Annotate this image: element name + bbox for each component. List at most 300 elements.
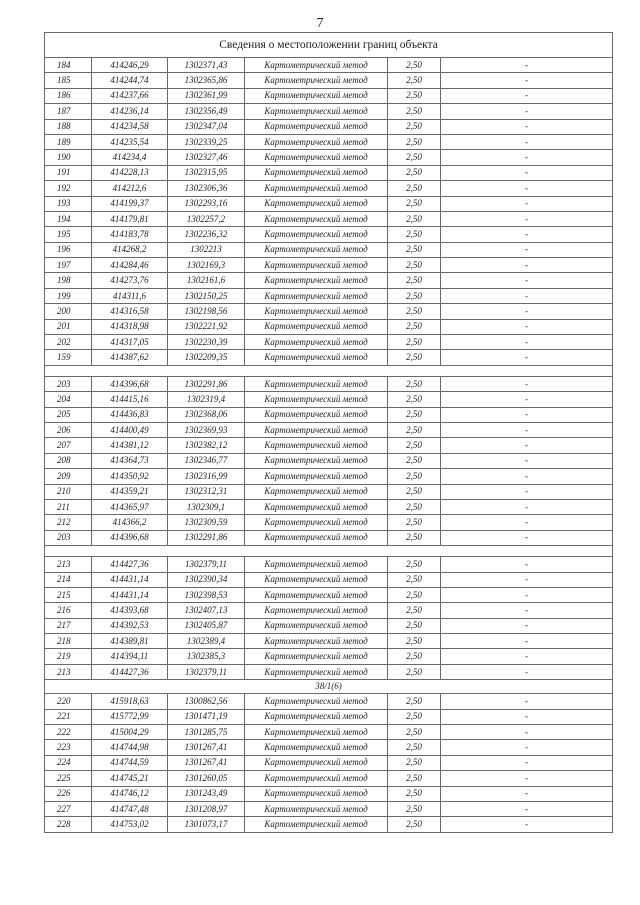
table-row <box>45 530 613 545</box>
accuracy-cell: 2,50 <box>388 304 441 319</box>
accuracy-cell: 2,50 <box>388 376 441 391</box>
note-cell: - <box>441 557 613 572</box>
accuracy-cell: 2,50 <box>388 134 441 149</box>
point-number: 199 <box>45 288 92 303</box>
point-number: 215 <box>45 587 92 602</box>
coord-x: 414246,29 <box>92 58 168 73</box>
table-row <box>45 694 613 709</box>
table-row <box>45 422 613 437</box>
coord-y: 1302407,13 <box>168 603 245 618</box>
coord-y: 1302293,16 <box>168 196 245 211</box>
accuracy-cell: 2,50 <box>388 557 441 572</box>
coord-x: 414235,54 <box>92 134 168 149</box>
coord-x: 415772,99 <box>92 709 168 724</box>
point-number: 209 <box>45 469 92 484</box>
coord-y: 1302315,95 <box>168 165 245 180</box>
method-cell: Картометрический метод <box>245 771 388 786</box>
method-cell: Картометрический метод <box>245 725 388 740</box>
point-number: 220 <box>45 694 92 709</box>
accuracy-cell: 2,50 <box>388 288 441 303</box>
accuracy-cell: 2,50 <box>388 258 441 273</box>
coord-x: 414268,2 <box>92 242 168 257</box>
coord-x: 414431,14 <box>92 587 168 602</box>
note-cell: - <box>441 407 613 422</box>
table-row <box>45 288 613 303</box>
separator-cell <box>45 546 613 557</box>
accuracy-cell: 2,50 <box>388 273 441 288</box>
coord-x: 414744,98 <box>92 740 168 755</box>
point-number: 203 <box>45 530 92 545</box>
section-label: 38/1(6) <box>45 680 613 694</box>
accuracy-cell: 2,50 <box>388 350 441 365</box>
coord-x: 415918,63 <box>92 694 168 709</box>
coord-y: 1302379,11 <box>168 664 245 679</box>
coord-x: 414427,36 <box>92 664 168 679</box>
method-cell: Картометрический метод <box>245 304 388 319</box>
method-cell: Картометрический метод <box>245 288 388 303</box>
coord-y: 1302257,2 <box>168 211 245 226</box>
note-cell: - <box>441 304 613 319</box>
method-cell: Картометрический метод <box>245 587 388 602</box>
note-cell: - <box>441 104 613 119</box>
note-cell: - <box>441 499 613 514</box>
accuracy-cell: 2,50 <box>388 786 441 801</box>
method-cell: Картометрический метод <box>245 376 388 391</box>
accuracy-cell: 2,50 <box>388 392 441 407</box>
accuracy-cell: 2,50 <box>388 227 441 242</box>
note-cell: - <box>441 211 613 226</box>
note-cell: - <box>441 196 613 211</box>
method-cell: Картометрический метод <box>245 196 388 211</box>
accuracy-cell: 2,50 <box>388 438 441 453</box>
coord-y: 1302312,31 <box>168 484 245 499</box>
table-row <box>45 664 613 679</box>
coord-x: 414359,21 <box>92 484 168 499</box>
method-cell: Картометрический метод <box>245 664 388 679</box>
coord-y: 1302230,39 <box>168 335 245 350</box>
coord-y: 1302291,86 <box>168 530 245 545</box>
table-row <box>45 211 613 226</box>
coord-x: 414234,58 <box>92 119 168 134</box>
note-cell: - <box>441 422 613 437</box>
coord-y: 1302161,6 <box>168 273 245 288</box>
table-row <box>45 319 613 334</box>
coord-y: 1302327,46 <box>168 150 245 165</box>
point-number: 203 <box>45 376 92 391</box>
method-cell: Картометрический метод <box>245 392 388 407</box>
note-cell: - <box>441 664 613 679</box>
coord-y: 1302390,34 <box>168 572 245 587</box>
table-row <box>45 196 613 211</box>
note-cell: - <box>441 817 613 832</box>
accuracy-cell: 2,50 <box>388 817 441 832</box>
method-cell: Картометрический метод <box>245 181 388 196</box>
method-cell: Картометрический метод <box>245 453 388 468</box>
point-number: 189 <box>45 134 92 149</box>
method-cell: Картометрический метод <box>245 557 388 572</box>
method-cell: Картометрический метод <box>245 618 388 633</box>
point-number: 223 <box>45 740 92 755</box>
coord-x: 414183,78 <box>92 227 168 242</box>
coord-y: 1301267,41 <box>168 740 245 755</box>
method-cell: Картометрический метод <box>245 709 388 724</box>
table-row <box>45 740 613 755</box>
point-number: 211 <box>45 499 92 514</box>
coord-x: 414244,74 <box>92 73 168 88</box>
point-number: 226 <box>45 786 92 801</box>
method-cell: Картометрический метод <box>245 499 388 514</box>
method-cell: Картометрический метод <box>245 88 388 103</box>
point-number: 213 <box>45 664 92 679</box>
coord-y: 1302365,86 <box>168 73 245 88</box>
coord-y: 1302398,53 <box>168 587 245 602</box>
table-row <box>45 150 613 165</box>
coord-y: 1302379,11 <box>168 557 245 572</box>
table-row <box>45 273 613 288</box>
coord-x: 415004,29 <box>92 725 168 740</box>
note-cell: - <box>441 350 613 365</box>
note-cell: - <box>441 134 613 149</box>
coord-y: 1302150,25 <box>168 288 245 303</box>
table-row <box>45 572 613 587</box>
table-row <box>45 755 613 770</box>
coord-x: 414234,4 <box>92 150 168 165</box>
point-number: 205 <box>45 407 92 422</box>
point-number: 201 <box>45 319 92 334</box>
coord-x: 414179,81 <box>92 211 168 226</box>
accuracy-cell: 2,50 <box>388 530 441 545</box>
point-number: 213 <box>45 557 92 572</box>
method-cell: Картометрический метод <box>245 817 388 832</box>
coord-y: 1302356,49 <box>168 104 245 119</box>
coord-x: 414745,21 <box>92 771 168 786</box>
method-cell: Картометрический метод <box>245 572 388 587</box>
coord-x: 414400,49 <box>92 422 168 437</box>
point-number: 207 <box>45 438 92 453</box>
coord-y: 1302346,77 <box>168 453 245 468</box>
point-number: 200 <box>45 304 92 319</box>
accuracy-cell: 2,50 <box>388 694 441 709</box>
note-cell: - <box>441 740 613 755</box>
point-number: 212 <box>45 515 92 530</box>
accuracy-cell: 2,50 <box>388 319 441 334</box>
table-row <box>45 725 613 740</box>
point-number: 216 <box>45 603 92 618</box>
coord-x: 414396,68 <box>92 376 168 391</box>
coord-x: 414199,37 <box>92 196 168 211</box>
table-row <box>45 438 613 453</box>
coord-x: 414365,97 <box>92 499 168 514</box>
coord-x: 414311,6 <box>92 288 168 303</box>
table-row <box>45 634 613 649</box>
coord-y: 1301471,19 <box>168 709 245 724</box>
point-number: 224 <box>45 755 92 770</box>
point-number: 219 <box>45 649 92 664</box>
section-label-row <box>45 680 613 694</box>
note-cell: - <box>441 484 613 499</box>
coord-x: 414427,36 <box>92 557 168 572</box>
method-cell: Картометрический метод <box>245 104 388 119</box>
note-cell: - <box>441 603 613 618</box>
note-cell: - <box>441 634 613 649</box>
point-number: 217 <box>45 618 92 633</box>
note-cell: - <box>441 181 613 196</box>
table-row <box>45 58 613 73</box>
coord-x: 414431,14 <box>92 572 168 587</box>
point-number: 208 <box>45 453 92 468</box>
method-cell: Картометрический метод <box>245 319 388 334</box>
table-row <box>45 335 613 350</box>
coord-y: 1302306,36 <box>168 181 245 196</box>
point-number: 188 <box>45 119 92 134</box>
note-cell: - <box>441 694 613 709</box>
table-row <box>45 134 613 149</box>
method-cell: Картометрический метод <box>245 227 388 242</box>
note-cell: - <box>441 58 613 73</box>
coord-x: 414350,92 <box>92 469 168 484</box>
coord-y: 1302209,35 <box>168 350 245 365</box>
coord-y: 1300862,56 <box>168 694 245 709</box>
note-cell: - <box>441 530 613 545</box>
note-cell: - <box>441 119 613 134</box>
table-row <box>45 392 613 407</box>
point-number: 210 <box>45 484 92 499</box>
coord-y: 1302405,87 <box>168 618 245 633</box>
table-row <box>45 227 613 242</box>
separator-row <box>45 546 613 557</box>
coord-y: 1302319,4 <box>168 392 245 407</box>
separator-row <box>45 365 613 376</box>
accuracy-cell: 2,50 <box>388 649 441 664</box>
method-cell: Картометрический метод <box>245 469 388 484</box>
note-cell: - <box>441 319 613 334</box>
coord-y: 1302309,59 <box>168 515 245 530</box>
note-cell: - <box>441 649 613 664</box>
note-cell: - <box>441 438 613 453</box>
point-number: 159 <box>45 350 92 365</box>
table-row <box>45 181 613 196</box>
coord-x: 414273,76 <box>92 273 168 288</box>
coord-y: 1302382,12 <box>168 438 245 453</box>
coord-x: 414415,16 <box>92 392 168 407</box>
note-cell: - <box>441 572 613 587</box>
method-cell: Картометрический метод <box>245 801 388 816</box>
table-row <box>45 709 613 724</box>
table-row <box>45 618 613 633</box>
coord-x: 414366,2 <box>92 515 168 530</box>
accuracy-cell: 2,50 <box>388 150 441 165</box>
coord-x: 414392,53 <box>92 618 168 633</box>
coord-x: 414237,66 <box>92 88 168 103</box>
accuracy-cell: 2,50 <box>388 603 441 618</box>
method-cell: Картометрический метод <box>245 273 388 288</box>
method-cell: Картометрический метод <box>245 515 388 530</box>
accuracy-cell: 2,50 <box>388 587 441 602</box>
accuracy-cell: 2,50 <box>388 242 441 257</box>
method-cell: Картометрический метод <box>245 740 388 755</box>
note-cell: - <box>441 515 613 530</box>
note-cell: - <box>441 227 613 242</box>
accuracy-cell: 2,50 <box>388 165 441 180</box>
coord-y: 1302347,04 <box>168 119 245 134</box>
table-row <box>45 587 613 602</box>
coord-x: 414236,14 <box>92 104 168 119</box>
point-number: 197 <box>45 258 92 273</box>
point-number: 198 <box>45 273 92 288</box>
accuracy-cell: 2,50 <box>388 73 441 88</box>
accuracy-cell: 2,50 <box>388 618 441 633</box>
note-cell: - <box>441 150 613 165</box>
accuracy-cell: 2,50 <box>388 211 441 226</box>
method-cell: Картометрический метод <box>245 438 388 453</box>
coord-x: 414228,13 <box>92 165 168 180</box>
method-cell: Картометрический метод <box>245 786 388 801</box>
coord-x: 414318,98 <box>92 319 168 334</box>
coord-y: 1301285,75 <box>168 725 245 740</box>
coord-x: 414394,11 <box>92 649 168 664</box>
accuracy-cell: 2,50 <box>388 181 441 196</box>
accuracy-cell: 2,50 <box>388 335 441 350</box>
note-cell: - <box>441 242 613 257</box>
point-number: 221 <box>45 709 92 724</box>
table-row <box>45 817 613 832</box>
table-row <box>45 242 613 257</box>
note-cell: - <box>441 786 613 801</box>
table-row <box>45 786 613 801</box>
table-row <box>45 499 613 514</box>
coord-x: 414393,68 <box>92 603 168 618</box>
note-cell: - <box>441 335 613 350</box>
table-row <box>45 453 613 468</box>
note-cell: - <box>441 453 613 468</box>
accuracy-cell: 2,50 <box>388 515 441 530</box>
method-cell: Картометрический метод <box>245 694 388 709</box>
coord-x: 414744,59 <box>92 755 168 770</box>
note-cell: - <box>441 709 613 724</box>
table-row <box>45 376 613 391</box>
table-row <box>45 304 613 319</box>
table-row <box>45 73 613 88</box>
accuracy-cell: 2,50 <box>388 709 441 724</box>
accuracy-cell: 2,50 <box>388 453 441 468</box>
accuracy-cell: 2,50 <box>388 407 441 422</box>
table-body <box>45 33 613 833</box>
accuracy-cell: 2,50 <box>388 119 441 134</box>
accuracy-cell: 2,50 <box>388 740 441 755</box>
method-cell: Картометрический метод <box>245 58 388 73</box>
note-cell: - <box>441 755 613 770</box>
table-row <box>45 407 613 422</box>
accuracy-cell: 2,50 <box>388 755 441 770</box>
table-title-row <box>45 33 613 58</box>
coord-y: 1302198,56 <box>168 304 245 319</box>
point-number: 204 <box>45 392 92 407</box>
note-cell: - <box>441 618 613 633</box>
table-row <box>45 258 613 273</box>
accuracy-cell: 2,50 <box>388 58 441 73</box>
coord-x: 414364,73 <box>92 453 168 468</box>
method-cell: Картометрический метод <box>245 165 388 180</box>
point-number: 222 <box>45 725 92 740</box>
accuracy-cell: 2,50 <box>388 196 441 211</box>
note-cell: - <box>441 258 613 273</box>
table-row <box>45 350 613 365</box>
point-number: 225 <box>45 771 92 786</box>
accuracy-cell: 2,50 <box>388 725 441 740</box>
method-cell: Картометрический метод <box>245 134 388 149</box>
table-row <box>45 104 613 119</box>
method-cell: Картометрический метод <box>245 530 388 545</box>
table-row <box>45 557 613 572</box>
accuracy-cell: 2,50 <box>388 484 441 499</box>
note-cell: - <box>441 88 613 103</box>
separator-cell <box>45 365 613 376</box>
note-cell: - <box>441 469 613 484</box>
coord-y: 1301267,41 <box>168 755 245 770</box>
coord-x: 414317,05 <box>92 335 168 350</box>
table-title: Сведения о местоположении границ объекта <box>45 33 613 58</box>
coord-y: 1302309,1 <box>168 499 245 514</box>
method-cell: Картометрический метод <box>245 258 388 273</box>
point-number: 202 <box>45 335 92 350</box>
coord-y: 1301208,97 <box>168 801 245 816</box>
coord-x: 414396,68 <box>92 530 168 545</box>
table-row <box>45 484 613 499</box>
point-number: 190 <box>45 150 92 165</box>
accuracy-cell: 2,50 <box>388 499 441 514</box>
accuracy-cell: 2,50 <box>388 88 441 103</box>
point-number: 227 <box>45 801 92 816</box>
note-cell: - <box>441 165 613 180</box>
point-number: 187 <box>45 104 92 119</box>
coord-y: 1302221,92 <box>168 319 245 334</box>
coord-x: 414753,02 <box>92 817 168 832</box>
note-cell: - <box>441 801 613 816</box>
method-cell: Картометрический метод <box>245 335 388 350</box>
coord-y: 1302291,86 <box>168 376 245 391</box>
table-row <box>45 88 613 103</box>
accuracy-cell: 2,50 <box>388 801 441 816</box>
method-cell: Картометрический метод <box>245 211 388 226</box>
point-number: 194 <box>45 211 92 226</box>
method-cell: Картометрический метод <box>245 649 388 664</box>
coord-x: 414389,81 <box>92 634 168 649</box>
accuracy-cell: 2,50 <box>388 634 441 649</box>
coord-x: 414436,83 <box>92 407 168 422</box>
table-row <box>45 119 613 134</box>
method-cell: Картометрический метод <box>245 634 388 649</box>
table-row <box>45 165 613 180</box>
coord-y: 1302371,43 <box>168 58 245 73</box>
point-number: 186 <box>45 88 92 103</box>
point-number: 193 <box>45 196 92 211</box>
coord-x: 414284,46 <box>92 258 168 273</box>
table-row <box>45 603 613 618</box>
note-cell: - <box>441 73 613 88</box>
note-cell: - <box>441 771 613 786</box>
note-cell: - <box>441 376 613 391</box>
coord-y: 1302389,4 <box>168 634 245 649</box>
method-cell: Картометрический метод <box>245 422 388 437</box>
point-number: 218 <box>45 634 92 649</box>
note-cell: - <box>441 273 613 288</box>
note-cell: - <box>441 392 613 407</box>
coord-y: 1302213 <box>168 242 245 257</box>
method-cell: Картометрический метод <box>245 484 388 499</box>
method-cell: Картометрический метод <box>245 755 388 770</box>
accuracy-cell: 2,50 <box>388 664 441 679</box>
coord-y: 1302361,99 <box>168 88 245 103</box>
